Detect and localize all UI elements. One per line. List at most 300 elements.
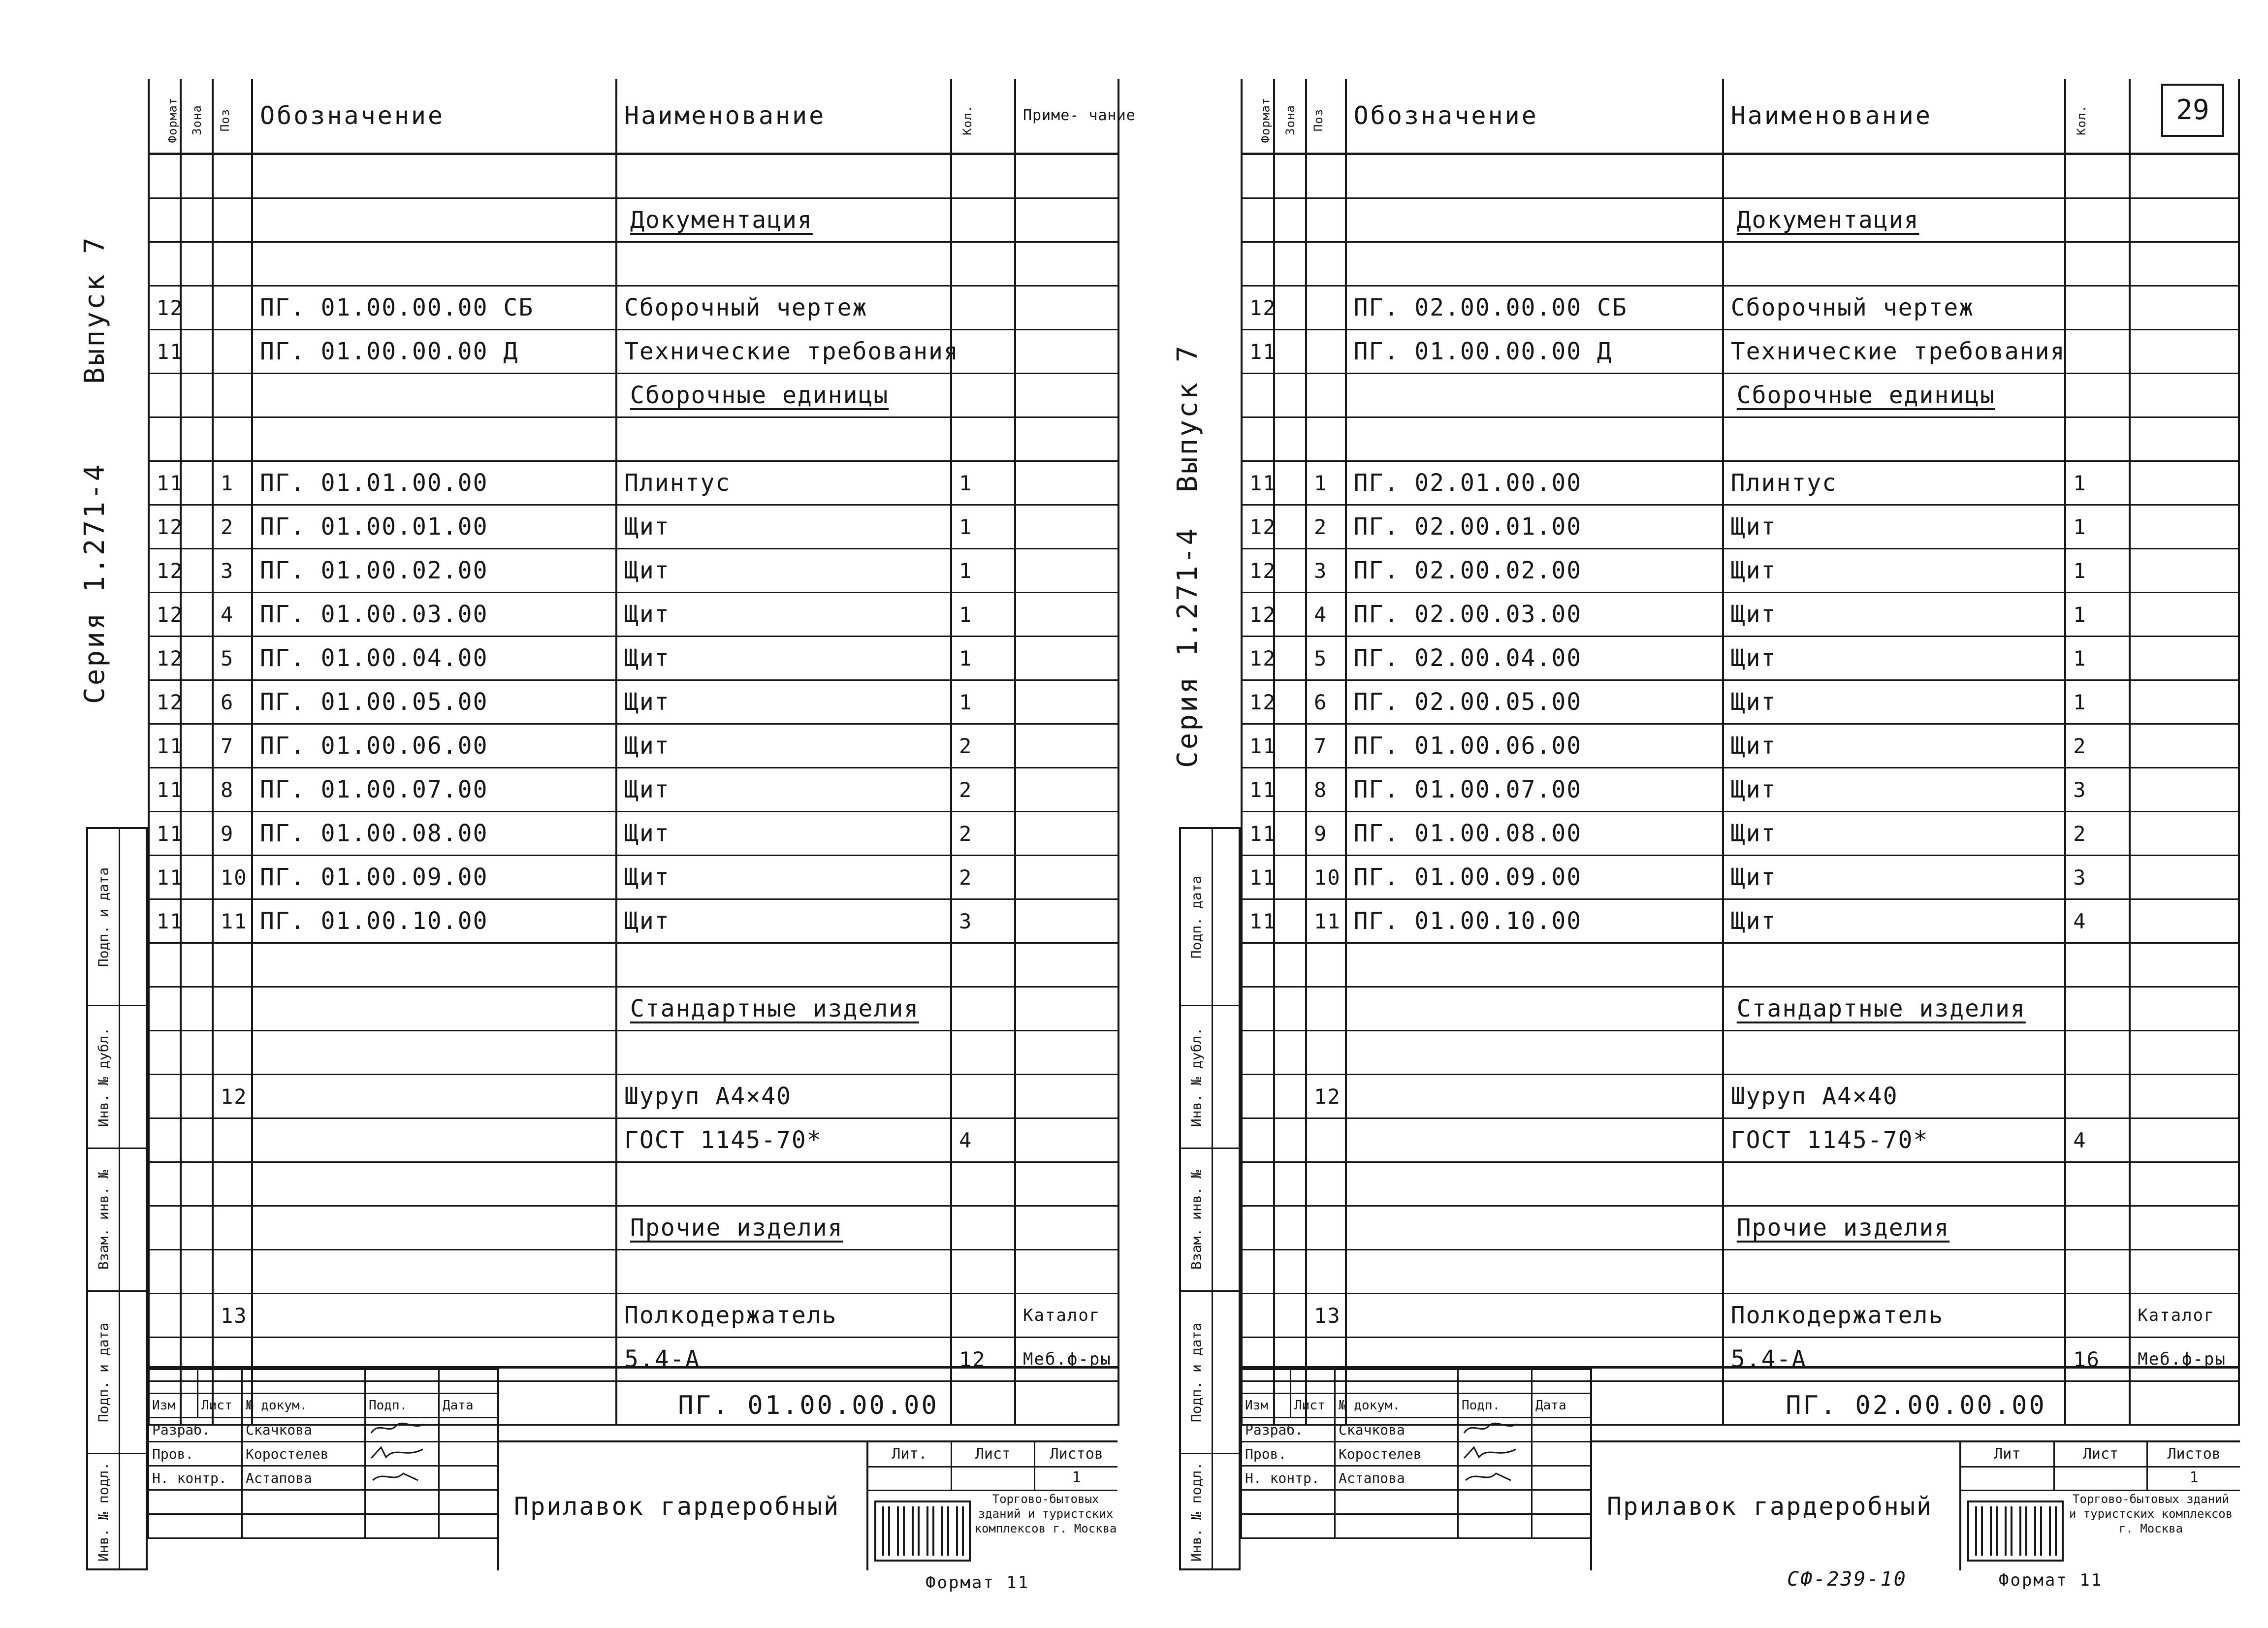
quantity-cell xyxy=(951,943,1015,987)
quantity-cell xyxy=(2065,1206,2130,1250)
zone-cell xyxy=(181,374,213,417)
format-cell: 11 xyxy=(149,812,181,856)
sig-role: Разраб. xyxy=(1242,1418,1335,1442)
note-cell xyxy=(1015,1031,1118,1075)
table-row xyxy=(1242,680,2239,724)
format-cell xyxy=(149,987,181,1031)
name-cell: Сборочный чертеж xyxy=(1723,286,2065,330)
section-title: Документация xyxy=(616,198,951,242)
note-cell xyxy=(2130,1206,2239,1250)
series-label: Серия 1.271-4 xyxy=(1172,526,1204,768)
zone-cell xyxy=(181,1031,213,1075)
quantity-cell xyxy=(951,1031,1015,1075)
zone-cell xyxy=(1274,768,1307,812)
quantity-cell: 12 xyxy=(951,1338,1015,1381)
format-cell: 11 xyxy=(149,768,181,812)
position-cell xyxy=(213,242,252,286)
note-cell xyxy=(1015,856,1118,899)
stamp-value xyxy=(119,1454,148,1570)
zone-cell xyxy=(1274,1118,1307,1162)
format-cell xyxy=(1242,417,1274,461)
sig-head-list: Лист xyxy=(1291,1394,1335,1418)
zone-cell xyxy=(181,198,213,242)
note-cell xyxy=(2130,680,2239,724)
note-cell xyxy=(2130,1250,2239,1294)
table-row xyxy=(149,812,1118,856)
sig-name: Астапова xyxy=(242,1466,365,1490)
quantity-cell xyxy=(2065,198,2130,242)
table-row xyxy=(149,1162,1118,1206)
quantity-cell xyxy=(2065,417,2130,461)
code-cell xyxy=(252,242,616,286)
position-cell: 8 xyxy=(1306,768,1346,812)
note-cell xyxy=(2130,1031,2239,1075)
position-cell: 2 xyxy=(1306,505,1346,549)
sig-head-podp: Подп. xyxy=(365,1394,439,1418)
table-row xyxy=(1242,1118,2239,1162)
quantity-cell xyxy=(951,286,1015,330)
table-row xyxy=(1242,1075,2239,1118)
note-cell xyxy=(2130,374,2239,417)
note-cell xyxy=(1015,549,1118,593)
zone-cell xyxy=(1274,1031,1307,1075)
position-cell: 4 xyxy=(1306,593,1346,637)
position-cell: 2 xyxy=(213,505,252,549)
table-row xyxy=(149,417,1118,461)
stamp-podp-data-2: Подп. и дата xyxy=(1181,1292,1212,1454)
note-cell xyxy=(1015,593,1118,637)
note-cell xyxy=(2130,593,2239,637)
code-cell xyxy=(1346,1162,1723,1206)
table-row xyxy=(149,330,1118,374)
stamp-value xyxy=(1212,1006,1241,1149)
format-cell: 12 xyxy=(149,286,181,330)
name-cell: Щит xyxy=(1723,856,2065,899)
format-cell: 11 xyxy=(149,461,181,505)
zone-cell xyxy=(1274,505,1307,549)
document-code: ПГ. 02.00.00.00 xyxy=(1590,1369,2240,1442)
table-row xyxy=(1242,1250,2239,1294)
format-cell: 11 xyxy=(1242,330,1274,374)
name-cell xyxy=(616,154,951,198)
spec-table xyxy=(148,79,1136,1426)
note-cell xyxy=(1015,987,1118,1031)
table-row xyxy=(149,943,1118,987)
zone-cell xyxy=(181,154,213,198)
table-row xyxy=(149,286,1118,330)
sig-name: Коростелев xyxy=(1335,1442,1458,1466)
note-cell xyxy=(1015,417,1118,461)
code-cell xyxy=(252,1118,616,1162)
format-cell: 12 xyxy=(1242,680,1274,724)
sig-name: Скачкова xyxy=(242,1418,365,1442)
position-cell: 3 xyxy=(213,549,252,593)
zone-cell xyxy=(1274,1162,1307,1206)
quantity-cell xyxy=(951,417,1015,461)
quantity-cell xyxy=(2065,987,2130,1031)
code-cell: ПГ. 01.00.01.00 xyxy=(252,505,616,549)
spec-table xyxy=(1241,79,2240,1426)
position-cell: 3 xyxy=(1306,549,1346,593)
listov-value: 1 xyxy=(1072,1469,1081,1486)
quantity-cell xyxy=(951,1250,1015,1294)
name-cell xyxy=(616,943,951,987)
quantity-cell: 3 xyxy=(951,899,1015,943)
code-cell xyxy=(252,374,616,417)
name-cell: 5.4-А xyxy=(1723,1338,2065,1381)
document-name: Прилавок гардеробный xyxy=(497,1442,866,1570)
table-row xyxy=(149,242,1118,286)
sig-head-doc: № докум. xyxy=(1335,1394,1458,1418)
position-cell: 13 xyxy=(213,1294,252,1338)
zone-cell xyxy=(181,680,213,724)
position-cell xyxy=(1306,198,1346,242)
section-row xyxy=(1242,374,2239,417)
table-row xyxy=(149,593,1118,637)
section-title: Сборочные единицы xyxy=(616,374,951,417)
position-cell xyxy=(1306,1162,1346,1206)
code-cell: ПГ. 02.00.02.00 xyxy=(1346,549,1723,593)
section-row xyxy=(149,1206,1118,1250)
format-cell xyxy=(149,1294,181,1338)
zone-cell xyxy=(1274,242,1307,286)
stamp-value xyxy=(1212,1292,1241,1454)
quantity-cell xyxy=(2065,1250,2130,1294)
section-row xyxy=(149,374,1118,417)
code-cell xyxy=(1346,987,1723,1031)
quantity-cell: 1 xyxy=(2065,680,2130,724)
format-cell: 11 xyxy=(149,899,181,943)
code-cell xyxy=(1346,1206,1723,1250)
name-cell xyxy=(616,242,951,286)
quantity-cell xyxy=(2065,1075,2130,1118)
header-name: Наименование xyxy=(616,79,951,154)
listov-label: Листов xyxy=(2167,1445,2221,1463)
signature-mark xyxy=(1458,1466,1532,1490)
name-cell: Щит xyxy=(1723,593,2065,637)
zone-cell xyxy=(1274,198,1307,242)
code-cell: ПГ. 01.00.08.00 xyxy=(1346,812,1723,856)
code-cell xyxy=(1346,1294,1723,1338)
quantity-cell: 3 xyxy=(2065,856,2130,899)
name-cell: Щит xyxy=(1723,899,2065,943)
format-cell: 11 xyxy=(1242,768,1274,812)
zone-cell xyxy=(1274,461,1307,505)
quantity-cell: 4 xyxy=(951,1118,1015,1162)
position-cell xyxy=(213,1206,252,1250)
quantity-cell: 1 xyxy=(951,637,1015,680)
position-cell: 1 xyxy=(213,461,252,505)
zone-cell xyxy=(1274,286,1307,330)
quantity-cell: 2 xyxy=(951,768,1015,812)
position-cell xyxy=(213,154,252,198)
stamp-value xyxy=(1212,1149,1241,1292)
position-cell: 10 xyxy=(1306,856,1346,899)
name-cell: Щит xyxy=(1723,724,2065,768)
format-cell xyxy=(1242,1162,1274,1206)
name-cell: Шуруп А4×40 xyxy=(1723,1075,2065,1118)
position-cell: 8 xyxy=(213,768,252,812)
zone-cell xyxy=(181,943,213,987)
position-cell: 9 xyxy=(213,812,252,856)
quantity-cell xyxy=(951,1206,1015,1250)
sig-head-data: Дата xyxy=(1532,1394,1591,1418)
code-cell xyxy=(252,1031,616,1075)
note-cell xyxy=(2130,943,2239,987)
code-cell: ПГ. 01.00.09.00 xyxy=(1346,856,1723,899)
zone-cell xyxy=(181,768,213,812)
name-cell xyxy=(616,1162,951,1206)
name-cell: Щит xyxy=(616,899,951,943)
position-cell: 5 xyxy=(1306,637,1346,680)
quantity-cell xyxy=(951,1075,1015,1118)
code-cell xyxy=(1346,242,1723,286)
table-row xyxy=(149,505,1118,549)
section-row xyxy=(149,198,1118,242)
position-cell xyxy=(213,417,252,461)
quantity-cell: 1 xyxy=(951,549,1015,593)
table-row xyxy=(149,1294,1118,1338)
stamp-inv-podl: Инв. № подл. xyxy=(88,1454,119,1570)
table-row xyxy=(149,1075,1118,1118)
zone-cell xyxy=(1274,899,1307,943)
quantity-cell: 1 xyxy=(2065,505,2130,549)
code-cell xyxy=(1346,154,1723,198)
stamp-podp-data-1: Подп. дата xyxy=(1181,829,1212,1006)
note-cell xyxy=(2130,637,2239,680)
format-cell xyxy=(149,1031,181,1075)
table-row xyxy=(1242,549,2239,593)
table-row xyxy=(149,1250,1118,1294)
table-row xyxy=(1242,768,2239,812)
note-cell: Каталог xyxy=(2130,1294,2239,1338)
code-cell: ПГ. 01.00.00.00 СБ xyxy=(252,286,616,330)
table-row xyxy=(149,461,1118,505)
format-cell: 11 xyxy=(149,724,181,768)
code-cell xyxy=(252,943,616,987)
name-cell: ГОСТ 1145-70* xyxy=(616,1118,951,1162)
zone-cell xyxy=(1274,593,1307,637)
position-cell xyxy=(213,330,252,374)
name-cell xyxy=(1723,1162,2065,1206)
quantity-cell xyxy=(951,242,1015,286)
header-pos: Поз xyxy=(1306,79,1346,154)
name-cell: Щит xyxy=(616,724,951,768)
quantity-cell xyxy=(2065,1294,2130,1338)
header-name: Наименование xyxy=(1723,79,2065,154)
code-cell xyxy=(252,1206,616,1250)
code-cell xyxy=(1346,1031,1723,1075)
title-block xyxy=(148,1366,1118,1570)
quantity-cell: 1 xyxy=(2065,637,2130,680)
position-cell xyxy=(1306,417,1346,461)
position-cell: 9 xyxy=(1306,812,1346,856)
section-title: Прочие изделия xyxy=(616,1206,951,1250)
position-cell xyxy=(1306,987,1346,1031)
sheet-code-label: СФ-239-10 xyxy=(1787,1568,1907,1591)
zone-cell xyxy=(1274,987,1307,1031)
position-cell: 1 xyxy=(1306,461,1346,505)
note-cell: Каталог xyxy=(1015,1294,1118,1338)
position-cell xyxy=(1306,374,1346,417)
quantity-cell: 1 xyxy=(951,593,1015,637)
name-cell xyxy=(616,1250,951,1294)
format-cell xyxy=(149,417,181,461)
name-cell: Щит xyxy=(616,768,951,812)
note-cell xyxy=(2130,330,2239,374)
document-name: Прилавок гардеробный xyxy=(1590,1442,1959,1570)
name-cell: Щит xyxy=(1723,680,2065,724)
table-row xyxy=(1242,1162,2239,1206)
side-stamp xyxy=(1179,827,1241,1570)
format-cell xyxy=(149,154,181,198)
document-code: ПГ. 01.00.00.00 xyxy=(497,1369,1118,1442)
note-cell xyxy=(1015,768,1118,812)
code-cell: ПГ. 01.00.06.00 xyxy=(252,724,616,768)
note-cell xyxy=(1015,198,1118,242)
quantity-cell xyxy=(2065,374,2130,417)
format-cell xyxy=(149,1206,181,1250)
table-row xyxy=(149,1031,1118,1075)
sig-role: Пров. xyxy=(149,1442,242,1466)
section-row xyxy=(149,987,1118,1031)
stamp-inv-dubl: Инв. № дубл. xyxy=(88,1006,119,1149)
table-row xyxy=(149,856,1118,899)
name-cell xyxy=(616,417,951,461)
quantity-cell: 16 xyxy=(2065,1338,2130,1381)
lit-label: Лит xyxy=(1961,1442,2055,1466)
name-cell xyxy=(1723,1031,2065,1075)
section-title: Документация xyxy=(1723,198,2065,242)
position-cell xyxy=(213,1031,252,1075)
note-cell xyxy=(1015,374,1118,417)
format-cell xyxy=(1242,374,1274,417)
header-qty: Кол. xyxy=(2065,79,2130,154)
note-cell xyxy=(2130,987,2239,1031)
code-cell xyxy=(252,154,616,198)
note-cell xyxy=(1015,899,1118,943)
code-cell xyxy=(252,1075,616,1118)
code-cell xyxy=(1346,198,1723,242)
signature-mark xyxy=(365,1466,439,1490)
header-code: Обозначение xyxy=(252,79,616,154)
note-cell xyxy=(1015,242,1118,286)
note-cell xyxy=(1015,724,1118,768)
format-cell xyxy=(1242,1031,1274,1075)
lit-box xyxy=(1959,1442,2240,1570)
position-cell xyxy=(1306,286,1346,330)
format-cell: 12 xyxy=(1242,549,1274,593)
lit-label: Лит. xyxy=(868,1442,952,1466)
code-cell: ПГ. 01.00.09.00 xyxy=(252,856,616,899)
spec-rows xyxy=(149,154,1118,1425)
zone-cell xyxy=(181,505,213,549)
format-cell: 12 xyxy=(149,680,181,724)
quantity-cell: 2 xyxy=(2065,724,2130,768)
quantity-cell xyxy=(951,374,1015,417)
stamp-vzam-inv: Взам. инв. № xyxy=(88,1149,119,1292)
code-cell: ПГ. 01.00.03.00 xyxy=(252,593,616,637)
code-cell: ПГ. 02.00.04.00 xyxy=(1346,637,1723,680)
name-cell: Щит xyxy=(1723,812,2065,856)
format-cell: 12 xyxy=(1242,286,1274,330)
zone-cell xyxy=(181,1250,213,1294)
format-label: Формат 11 xyxy=(1999,1570,2103,1590)
list-value xyxy=(952,1466,1036,1490)
position-cell: 13 xyxy=(1306,1294,1346,1338)
code-cell xyxy=(252,987,616,1031)
sig-role: Разраб. xyxy=(149,1418,242,1442)
format-cell: 12 xyxy=(149,637,181,680)
position-cell xyxy=(213,1250,252,1294)
position-cell xyxy=(1306,154,1346,198)
note-cell xyxy=(2130,1118,2239,1162)
zone-cell xyxy=(1274,1075,1307,1118)
organization-name: Торгово-бытовых зданий и туристских комплексов г. Москва xyxy=(2069,1492,2233,1535)
stamp-value xyxy=(119,1149,148,1292)
table-row xyxy=(1242,943,2239,987)
note-cell xyxy=(2130,768,2239,812)
code-cell: ПГ. 01.00.04.00 xyxy=(252,637,616,680)
table-row xyxy=(149,549,1118,593)
format-cell: 12 xyxy=(149,593,181,637)
spec-sheet-right xyxy=(1132,0,2265,1628)
name-cell: Щит xyxy=(616,812,951,856)
note-cell xyxy=(1015,1075,1118,1118)
quantity-cell: 2 xyxy=(951,724,1015,768)
code-cell: ПГ. 01.00.10.00 xyxy=(1346,899,1723,943)
stamp-value xyxy=(119,829,148,1006)
code-cell xyxy=(252,417,616,461)
zone-cell xyxy=(181,1075,213,1118)
zone-cell xyxy=(181,856,213,899)
lit-value xyxy=(1961,1466,2055,1490)
table-row xyxy=(1242,286,2239,330)
name-cell xyxy=(1723,154,2065,198)
header-code: Обозначение xyxy=(1346,79,1723,154)
zone-cell xyxy=(1274,724,1307,768)
stamp-inv-podl: Инв. № подл. xyxy=(1181,1454,1212,1570)
quantity-cell xyxy=(951,154,1015,198)
sig-head-podp: Подп. xyxy=(1458,1394,1532,1418)
code-cell xyxy=(1346,1250,1723,1294)
zone-cell xyxy=(181,1294,213,1338)
list-value xyxy=(2055,1466,2148,1490)
format-cell xyxy=(1242,1294,1274,1338)
note-cell xyxy=(2130,856,2239,899)
zone-cell xyxy=(1274,154,1307,198)
zone-cell xyxy=(1274,374,1307,417)
format-cell: 11 xyxy=(1242,724,1274,768)
quantity-cell xyxy=(2065,943,2130,987)
zone-cell xyxy=(1274,1294,1307,1338)
table-row xyxy=(1242,856,2239,899)
note-cell xyxy=(1015,1162,1118,1206)
table-row xyxy=(149,637,1118,680)
signature-mark xyxy=(365,1418,439,1442)
section-row xyxy=(1242,987,2239,1031)
code-cell: ПГ. 01.00.07.00 xyxy=(252,768,616,812)
code-cell xyxy=(252,1250,616,1294)
table-row xyxy=(1242,461,2239,505)
note-cell xyxy=(2130,154,2239,198)
quantity-cell: 1 xyxy=(2065,549,2130,593)
code-cell: ПГ. 02.00.00.00 СБ xyxy=(1346,286,1723,330)
signature-mark xyxy=(365,1442,439,1466)
position-cell xyxy=(1306,1206,1346,1250)
table-row xyxy=(1242,593,2239,637)
series-label: Серия 1.271-4 xyxy=(79,462,111,704)
